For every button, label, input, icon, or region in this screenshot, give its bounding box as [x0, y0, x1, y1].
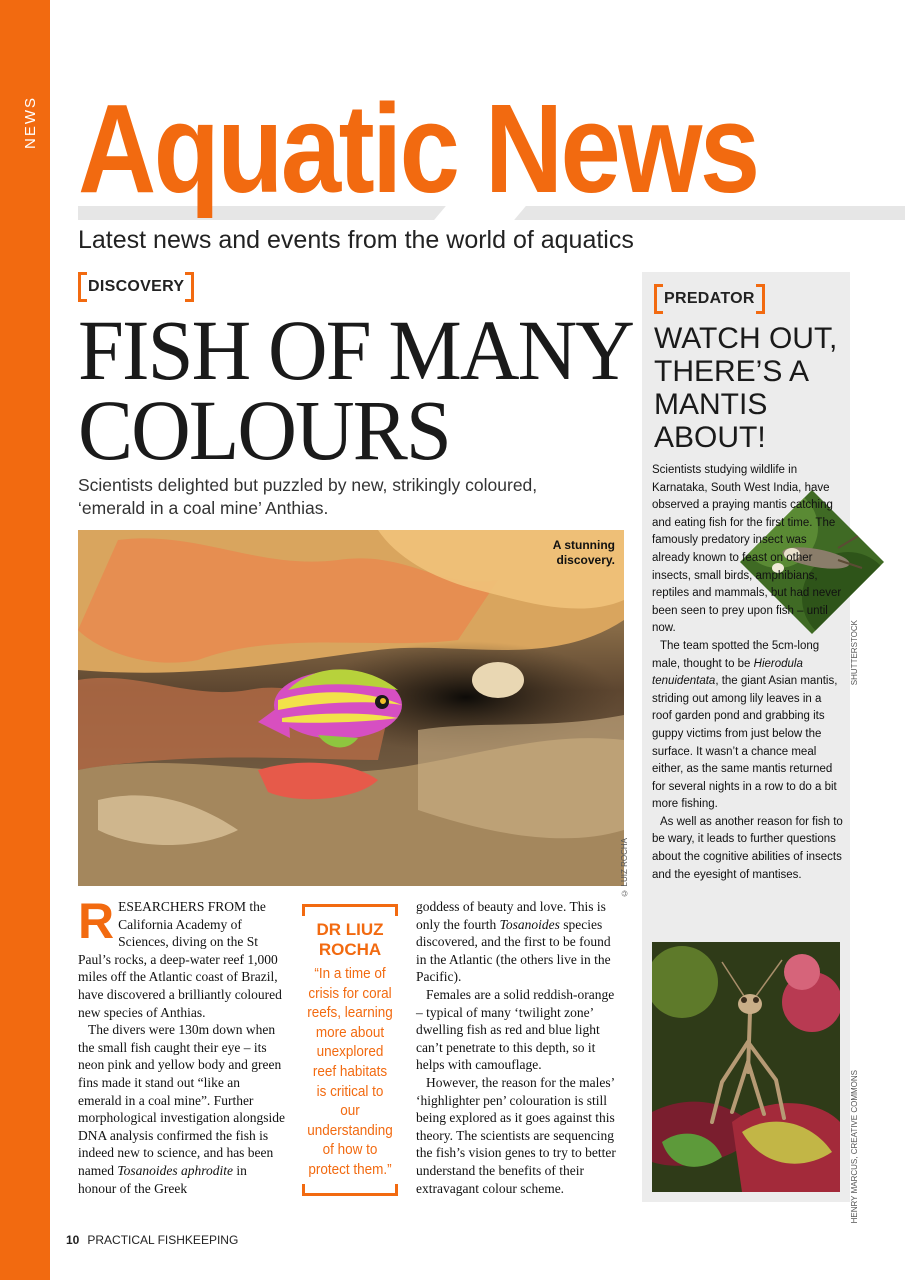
- photo-caption: A stunning discovery.: [552, 538, 615, 567]
- drop-cap: R: [78, 893, 115, 949]
- photo-credit: HENRY MARCUS, CREATIVE COMMONS: [850, 1070, 859, 1224]
- masthead-subtitle: Latest news and events from the world of aquatics: [78, 226, 634, 254]
- anthias-fish-photo: [78, 530, 624, 886]
- mantis-illustration: [652, 942, 840, 1192]
- article-paragraph: RESEARCHERS FROM the California Academy of Sciences, diving on the St Paul’s rocks, a deep-water reef 1,000 miles off the Atlantic coast of Brazil, have discovered a brilliantly coloured new species of Anthias.: [78, 893, 282, 1020]
- discovery-tag: DISCOVERY: [78, 272, 194, 302]
- sidebar-paragraph: The team spotted the 5cm-long male, thought to be Hierodula tenuidentata, the giant Asian mantis, striding out among lily leaves in a roof garden pond and grabbing its guppy victims from just below the surface. It wasn’t a chance meal either, as the same mantis returned for several nights in a row to do a bit more fishing.: [652, 639, 838, 811]
- sidebar-headline-line: THERE’S A: [654, 355, 810, 388]
- reef-illustration: [78, 530, 624, 886]
- sidebar-headline: [654, 322, 837, 454]
- mantis-photo: [652, 942, 840, 1192]
- article-column-3: [416, 898, 624, 1197]
- headline-line-2: COLOURS: [78, 382, 450, 478]
- sidebar-headline-line: ABOUT!: [654, 421, 766, 454]
- pull-quote: [302, 904, 398, 1196]
- section-bar: [0, 0, 50, 1280]
- publication-name: PRACTICAL FISHKEEPING: [87, 1233, 239, 1247]
- article-paragraph: The divers were 130m down when the small fish caught their eye – its neon pink and yellow body and green fins made it stand out “like an emerald in a coal mine”. Further morphological investigation alongside DNA analysis confirmed the fish is indeed new to science, and has been named Tosanoides aphrodite in honour of the Greek: [78, 1022, 285, 1196]
- article-column-1: [78, 893, 286, 1197]
- section-label: NEWS: [22, 96, 39, 149]
- predator-tag: PREDATOR: [654, 284, 765, 314]
- pull-quote-bracket-top: [302, 904, 398, 916]
- page-footer: [66, 1233, 238, 1247]
- main-headline: [78, 302, 634, 478]
- sidebar-body: [652, 462, 844, 884]
- page-number: 10: [66, 1233, 80, 1247]
- standfirst: Scientists delighted but puzzled by new, strikingly coloured, ‘emerald in a coal mine’ Anthias.: [78, 475, 538, 518]
- headline-line-1: FISH OF MANY: [78, 302, 634, 398]
- pull-quote-speaker: DR LIUZ ROCHA: [316, 920, 384, 959]
- pull-quote-text: “In a time of crisis for coral reefs, learning more about unexplored reef habitats is critical to our understanding of how to protect them.”: [307, 965, 393, 1178]
- sidebar-paragraph: As well as another reason for fish to be wary, it leads to further questions about the cognitive abilities of insects and the eyesight of mantises.: [652, 815, 843, 881]
- article-paragraph: goddess of beauty and love. This is only the fourth Tosanoides species discovered, and the first to be found in the Atlantic (the others live in the Pacific).: [416, 899, 611, 985]
- pull-quote-bracket-bottom: [302, 1184, 398, 1196]
- sidebar-headline-line: WATCH OUT,: [654, 322, 838, 355]
- photo-credit: SHUTTERSTOCK: [850, 620, 859, 686]
- article-paragraph: However, the reason for the males’ ‘highlighter pen’ colouration is still being explored as it goes against this theory. The scientists are sequencing the fish’s vision genes to try to better understand the benefits of their extravagant colour scheme.: [416, 1074, 616, 1196]
- sidebar-headline-line: MANTIS: [654, 388, 768, 421]
- sidebar-paragraph: Scientists studying wildlife in Karnataka, South West India, have observed a praying mantis catching and eating fish for the first time. The famously predatory insect was already known to feast on other insects, small birds, amphibians, reptiles and mammals, but had never been seen to prey upon fish – until now.: [652, 464, 842, 635]
- masthead-title: Aquatic News: [78, 78, 758, 219]
- photo-credit: © LUIZ ROCHA: [620, 838, 629, 898]
- article-paragraph: Females are a solid reddish-orange – typical of many ‘twilight zone’ dwelling fish as red and blue light can’t penetrate to this depth, so it helps with camouflage.: [416, 986, 615, 1073]
